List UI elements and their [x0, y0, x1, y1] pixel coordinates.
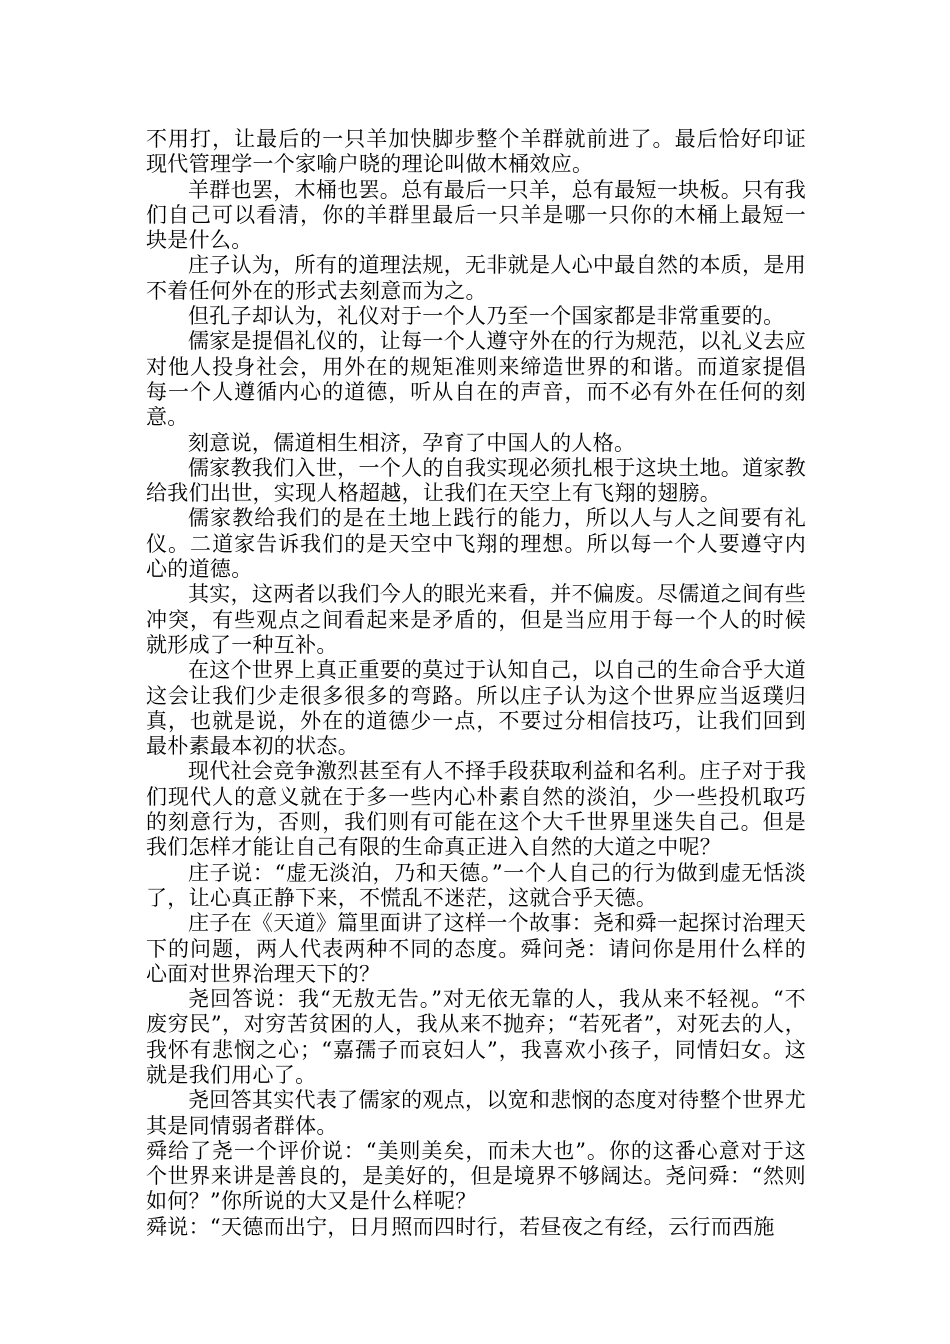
paragraph-1: 不用打，让最后的一只羊加快脚步整个羊群就前进了。最后恰好印证现代管理学一个家喻户晓的理论叫做木桶效应。 [146, 127, 806, 177]
document-page [146, 127, 806, 1240]
paragraph-5: 儒家是提倡礼仪的，让每一个人遵守外在的行为规范，以礼义去应对他人投身社会，用外在的规矩准则来缔造世界的和谐。而道家提倡每一个人遵循内心的道德，听从自在的声音，而不必有外在任何的刻意。 [146, 329, 806, 430]
paragraph-4: 但孔子却认为，礼仪对于一个人乃至一个国家都是非常重要的。 [188, 304, 785, 329]
paragraph-16: 舜给了尧一个评价说：“美则美矣，而未大也”。你的这番心意对于这个世界来讲是善良的，是美好的，但是境界不够阔达。尧问舜：“然则如何？”你所说的大又是什么样呢？ [146, 1138, 806, 1214]
paragraph-14: 尧回答说：我“无敖无告。”对无依无靠的人，我从来不轻视。“不废穷民”，对穷苦贫困的人，我从来不抛弃；“若死者”，对死去的人，我怀有悲悯之心；“嘉孺子而哀妇人”，我喜欢小孩子，同情妇女。这就是我们用心了。 [146, 987, 806, 1087]
paragraph-12: 庄子说：“虚无淡泊，乃和天德。”一个人自己的行为做到虚无恬淡了，让心真正静下来，不慌乱不迷茫，这就合乎天德。 [146, 860, 806, 910]
paragraph-2: 羊群也罢，木桶也罢。总有最后一只羊，总有最短一块板。只有我们自己可以看清，你的羊群里最后一只羊是哪一只你的木桶上最短一块是什么。 [146, 177, 806, 253]
paragraph-3: 庄子认为，所有的道理法规，无非就是人心中最自然的本质，是用不着任何外在的形式去刻意而为之。 [146, 253, 806, 303]
paragraph-13: 庄子在《天道》篇里面讲了这样一个故事：尧和舜一起探讨治理天下的问题，两人代表两种不同的态度。舜问尧：请问你是用什么样的心面对世界治理天下的？ [146, 911, 806, 986]
paragraph-8: 儒家教给我们的是在土地上践行的能力，所以人与人之间要有礼仪。二道家告诉我们的是天空中飞翔的理想。所以每一个人要遵守内心的道德。 [146, 506, 806, 582]
paragraph-17: 舜说：“天德而出宁，日月照而四时行，若昼夜之有经，云行而西施 [146, 1214, 775, 1239]
paragraph-6: 刻意说，儒道相生相济，孕育了中国人的人格。 [188, 430, 636, 455]
paragraph-15: 尧回答其实代表了儒家的观点，以宽和悲悯的态度对待整个世界尤其是同情弱者群体。 [146, 1088, 806, 1138]
paragraph-10: 在这个世界上真正重要的莫过于认知自己，以自己的生命合乎大道这会让我们少走很多很多的弯路。所以庄子认为这个世界应当返璞归真，也就是说，外在的道德少一点，不要过分相信技巧，让我们回到最朴素最本初的状态。 [146, 658, 806, 759]
paragraph-7: 儒家教我们入世，一个人的自我实现必须扎根于这块土地。道家教给我们出世，实现人格超越，让我们在天空上有飞翔的翅膀。 [146, 455, 806, 506]
paragraph-11: 现代社会竞争激烈甚至有人不择手段获取利益和名利。庄子对于我们现代人的意义就在于多一些内心朴素自然的淡泊，少一些投机取巧的刻意行为，否则，我们则有可能在这个大千世界里迷失自己。但是我们怎样才能让自己有限的生命真正进入自然的大道之中呢？ [146, 759, 806, 860]
paragraph-9: 其实，这两者以我们今人的眼光来看，并不偏废。尽儒道之间有些冲突，有些观点之间看起来是矛盾的，但是当应用于每一个人的时候就形成了一种互补。 [146, 582, 806, 657]
